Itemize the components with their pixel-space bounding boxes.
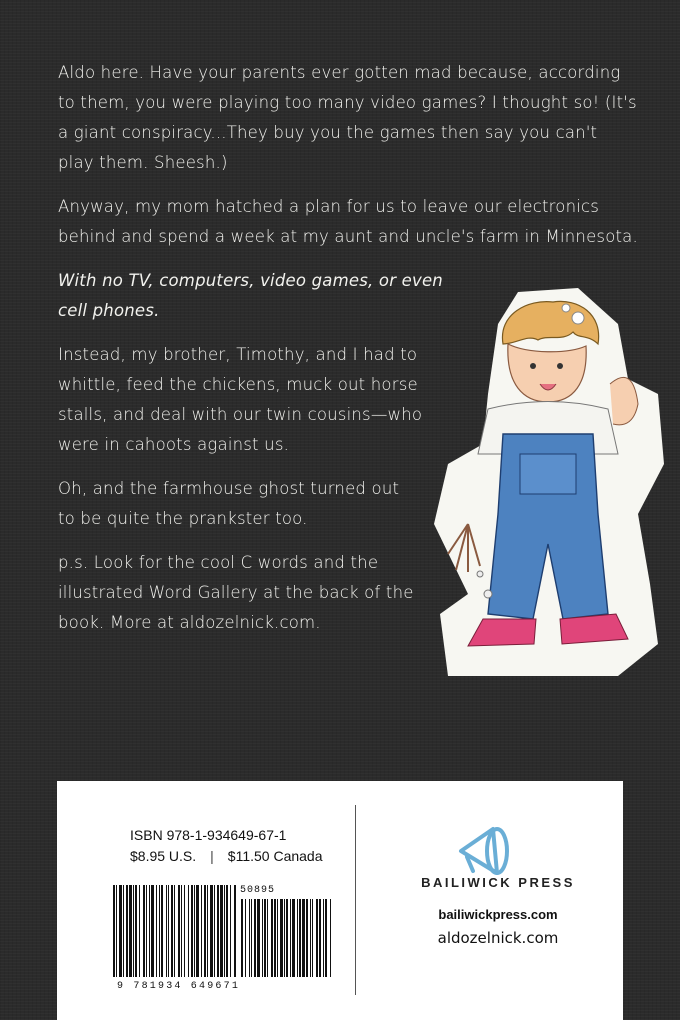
aldo-illustration <box>428 284 668 678</box>
barcode-bar <box>168 885 169 977</box>
blurb-paragraph-4: Instead, my brother, Timothy, and I had to whittle, feed the chickens, muck out horse stalls, and deal with our twin cousins—who were in cahoots against us. <box>58 345 423 454</box>
barcode-addon-bar <box>302 899 305 977</box>
barcode-bar <box>196 885 199 977</box>
barcode-digits: 9 781934 649671 <box>117 981 241 992</box>
barcode-bar <box>217 885 219 977</box>
barcode-addon-bar <box>323 899 324 977</box>
barcode-addon-bar <box>262 899 263 977</box>
barcode-addon-bar <box>254 899 256 977</box>
barcode-addon-bar <box>264 899 266 977</box>
barcode-addon-bar <box>299 899 301 977</box>
barcode-panel <box>57 781 623 1020</box>
barcode-addon-bar <box>286 899 288 977</box>
barcode-bar <box>159 885 160 977</box>
barcode-addon-bar <box>249 899 250 977</box>
barcode-bar <box>135 885 137 977</box>
blurb-paragraph-2: Anyway, my mom hatched a plan for us to leave our electronics behind and spend a week at my aunt and uncle's farm in Minnesota. <box>58 197 638 246</box>
barcode-bar <box>143 885 145 977</box>
barcode-addon-bar <box>310 899 311 977</box>
barcode-addon-bar <box>274 899 276 977</box>
barcode-addon-bar <box>292 899 295 977</box>
price-canada: $11.50 Canada <box>227 848 323 864</box>
barcode-bar <box>188 885 189 977</box>
barcode-bar <box>129 885 132 977</box>
barcode-bar <box>149 885 150 977</box>
barcode-bar <box>151 885 154 977</box>
barcode-bar <box>126 885 128 977</box>
barcode-bar <box>230 885 231 977</box>
barcode-bar <box>204 885 206 977</box>
barcode-addon-bar <box>271 899 273 977</box>
barcode-addon-bar <box>290 899 291 977</box>
barcode-bar <box>133 885 134 977</box>
author-website: aldozelnick.com <box>437 929 559 947</box>
barcode-addon-bar <box>241 899 243 977</box>
barcode-bar <box>139 885 140 977</box>
barcode-bar <box>234 885 236 977</box>
barcode-addon-digits: 50895 <box>240 885 276 896</box>
blurb-paragraph-6: p.s. Look for the cool C words and the illustrated Word Gallery at the back of the book. More at aldozelnick.com. <box>58 553 414 632</box>
blurb-paragraph-1: Aldo here. Have your parents ever gotten mad because, according to them, you were playing too many video games? I thought so! (It's a giant conspiracy...They buy you the games then say you can't play them. Sheesh.) <box>58 63 637 172</box>
barcode-bar <box>171 885 173 977</box>
barcode-bar <box>161 885 163 977</box>
barcode-bar <box>178 885 180 977</box>
barcode-bar <box>220 885 223 977</box>
barcode-bar <box>113 885 115 977</box>
barcode-bar <box>174 885 175 977</box>
barcode-addon-bar <box>325 899 327 977</box>
barcode-bar <box>214 885 215 977</box>
barcode-bar <box>116 885 117 977</box>
publisher-name: BAILIWICK PRESS <box>421 875 575 890</box>
barcode-bar <box>166 885 167 977</box>
barcode-addon-bar <box>284 899 285 977</box>
price-us: $8.95 U.S. <box>130 848 197 864</box>
barcode-bar <box>210 885 213 977</box>
barcode-bar <box>194 885 195 977</box>
barcode-addon-bar <box>330 899 331 977</box>
barcode-bar <box>184 885 185 977</box>
barcode-bar <box>123 885 124 977</box>
panel-divider <box>355 805 356 995</box>
isbn-price-block <box>130 825 323 867</box>
barcode-addon-bar <box>245 899 246 977</box>
isbn-label: ISBN 978-1-934649-67-1 <box>130 827 287 843</box>
barcode-addon-bar <box>267 899 268 977</box>
barcode-bar <box>119 885 122 977</box>
barcode-bar <box>201 885 202 977</box>
isbn-barcode <box>113 885 333 981</box>
publisher-website: bailiwickpress.com <box>438 907 558 922</box>
barcode-addon-bar <box>251 899 252 977</box>
barcode-addon-bar <box>319 899 321 977</box>
price-row <box>130 846 323 867</box>
barcode-addon-bar <box>316 899 318 977</box>
barcode-bar <box>181 885 182 977</box>
barcode-addon-bar <box>277 899 278 977</box>
barcode-addon-bar <box>306 899 308 977</box>
barcode-addon-bar <box>297 899 298 977</box>
barcode-addon-bar <box>312 899 313 977</box>
barcode-bar <box>207 885 208 977</box>
blurb-paragraph-3: With no TV, computers, video games, or even cell phones. <box>58 271 443 320</box>
barcode-bar <box>146 885 147 977</box>
barcode-addon-bar <box>257 899 260 977</box>
barcode-bar <box>191 885 193 977</box>
barcode-bar <box>156 885 157 977</box>
blurb-paragraph-5: Oh, and the farmhouse ghost turned out to be quite the prankster too. <box>58 479 400 528</box>
price-separator: | <box>210 848 214 864</box>
barcode-bar <box>224 885 225 977</box>
barcode-bar <box>226 885 228 977</box>
megaphone-logo-icon <box>453 821 523 883</box>
barcode-addon-bar <box>280 899 283 977</box>
